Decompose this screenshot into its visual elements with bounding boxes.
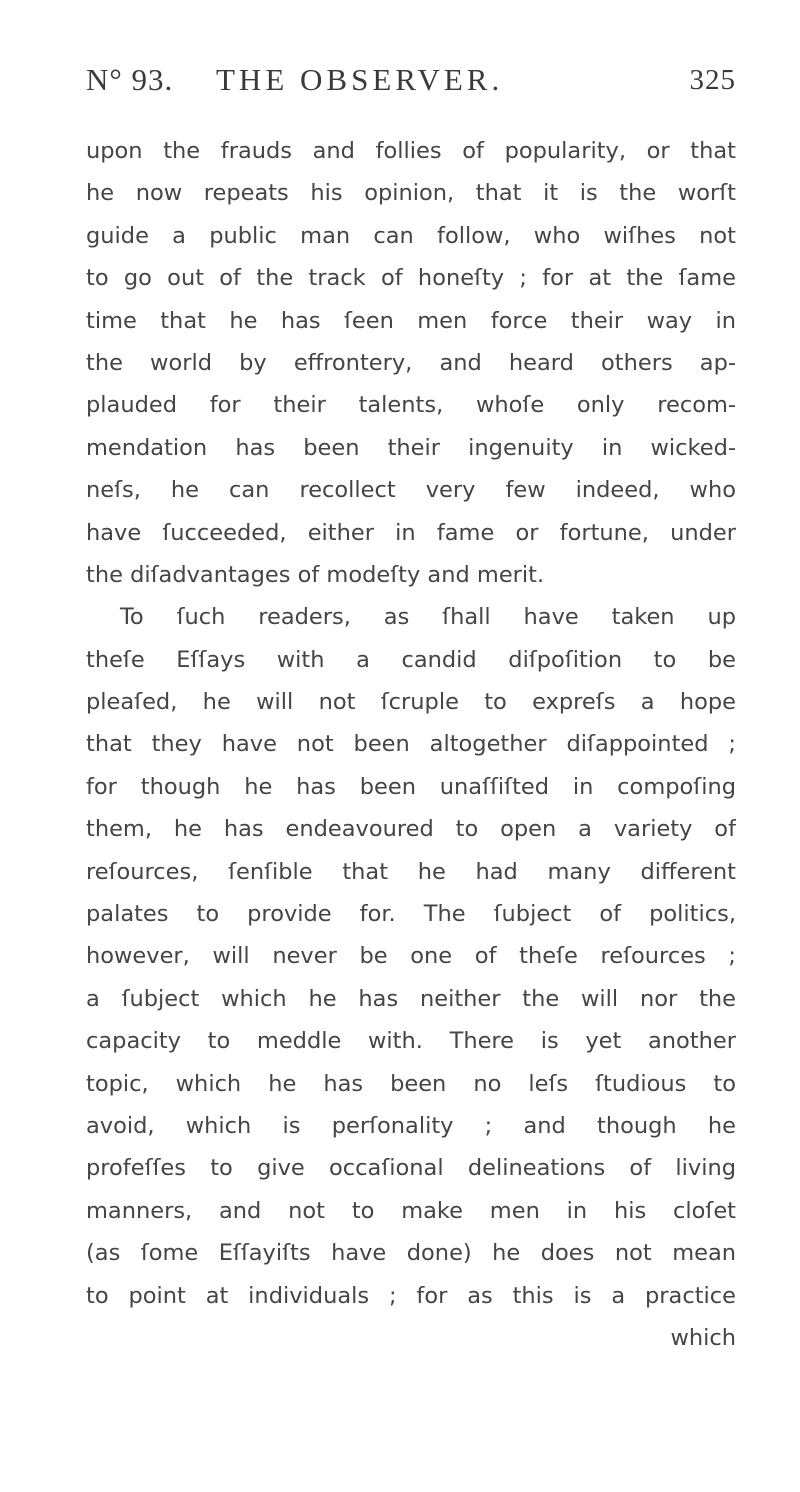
running-header: [86, 62, 736, 108]
text-line: (as ſome Eſſayiſts have done) he does not mean: [86, 1240, 736, 1267]
text-line: palates to provide for. The ſubject of politics,: [86, 901, 736, 928]
text-line: plauded for their talents, whoſe only recom-: [86, 392, 736, 419]
text-line: the world by effrontery, and heard others ap-: [86, 349, 736, 376]
text-line: to point at individuals ; for as this is a practice: [86, 1282, 736, 1309]
text-line: theſe Eſſays with a candid diſpoſition to be: [86, 646, 736, 673]
text-line: pleaſed, he will not ſcruple to expreſs a hope: [86, 689, 736, 716]
text-line: them, he has endeavoured to open a variety of: [86, 816, 736, 843]
running-title: THE OBSERVER.: [216, 62, 504, 97]
text-line: To ſuch readers, as ſhall have taken up: [120, 604, 736, 631]
text-line: avoid, which is perſonality ; and though he: [86, 1112, 736, 1139]
text-line: guide a public man can follow, who wiſhes not: [86, 222, 736, 249]
text-line: however, will never be one of theſe reſources ;: [86, 943, 736, 970]
text-line: neſs, he can recollect very few indeed, who: [86, 477, 736, 504]
text-line: time that he has ſeen men force their way in: [86, 307, 736, 334]
text-line: upon the frauds and follies of popularity, or that: [86, 138, 736, 164]
text-line: manners, and not to make men in his cloſet: [86, 1197, 736, 1224]
text-line: reſources, ſenſible that he had many different: [86, 858, 736, 885]
issue-number: N° 93.: [86, 62, 174, 97]
text-line: topic, which he has been no leſs ſtudious to: [86, 1070, 736, 1097]
text-line: profeſſes to give occaſional delineations of living: [86, 1155, 736, 1182]
text-line: mendation has been their ingenuity in wicked-: [86, 434, 736, 461]
page-number: 325: [689, 64, 736, 96]
text-line: that they have not been altogether diſappointed ;: [86, 731, 736, 758]
body-text: [86, 130, 736, 1359]
text-line: for though he has been unaſſiſted in compoſing: [86, 773, 736, 800]
text-line: a ſubject which he has neither the will nor the: [86, 985, 736, 1012]
text-line: capacity to meddle with. There is yet another: [86, 1028, 736, 1055]
text-line: have ſucceeded, either in fame or fortune, under: [86, 519, 736, 546]
text-line: to go out of the track of honeſty ; for at the ſame: [86, 265, 736, 292]
text-line: he now repeats his opinion, that it is the worſt: [86, 180, 736, 207]
catchword: which: [670, 1324, 736, 1351]
text-line: the diſadvantages of modeſty and merit.: [86, 561, 545, 588]
